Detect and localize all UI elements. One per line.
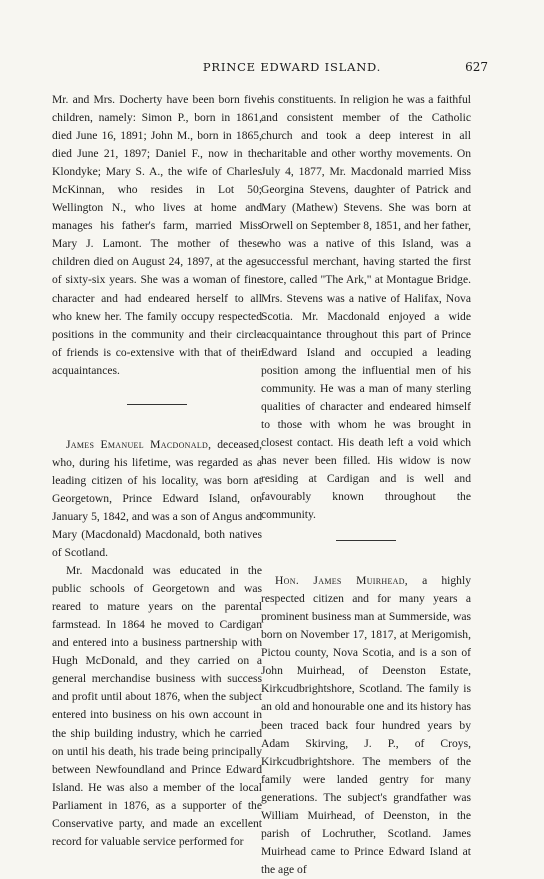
macdonald-career-paragraph: Mr. Macdonald was educated in the public schools of Georgetown and was reared to mature years on the parental farmstead. In 1864 he moved to Cardigan and entered into a business partnership with Hugh McDonald, and they carried on a general merchandise business with success and profit until about 1876, when the subject entered into business on his own account in the ship building industry, which he carried on until his death, his trade being principally between Newfoundland and Prince Edward Island. He was also a member of the local Parliament in 1876, as a supporter of the Conservative party, and made an excellent record for valuable service performed for (52, 564, 262, 848)
bio-name-muirhead: Hon. James Muirhead, (275, 574, 408, 588)
macdonald-intro-text: deceased, who, during his lifetime, was regarded as a leading citizen of his locality, was born at Georgetown, Prince Edward Island, on January 5, 1842, and was a son of Angus and Mary (Macdonald) Macdonald, both natives of Scotland. (52, 437, 262, 560)
docherty-children-paragraph: Mr. and Mrs. Docherty have been born five children, namely: Simon P., born in 1861, died June 16, 1891; John M., born in 1865, died June 21, 1897; Daniel F., now in the Klondyke; Mary S. A., the wife of Charles McKinnan, who resides in Lot 50; Wellington N., who lives at home and manages his father's farm, married Miss Mary J. Lamont. The mother of these children died on August 24, 1897, at the age of sixty-six years. She was a woman of fine character and had endeared herself to all who knew her. The family occupy respected positions in the community and their circle of friends is co-extensive with that of their acquaintances. (52, 93, 262, 377)
muirhead-intro-text: a highly respected citizen and for many years a prominent business man at Summerside, was born on November 17, 1817, at Merigomish, Pictou county, Nova Scotia, and is a son of John Muirhead, of Deenston Estate, Kirkcudbrightshore, Scotland. The family is an old and honourable one and its history has been traced back four hundred years by Adam Skirving, J. P., of Croys, Kirkcudbrightshore. The members of the family were landed gentry for many generations. The subject's grandfather was William Muirhead, of Deenston, in the parish of Lochruther, Scotland. James Muirhead came to Prince Edward Island at the age of (261, 574, 471, 876)
bio-name-macdonald: James Emanuel Macdonald, (66, 437, 212, 451)
left-column (52, 91, 262, 851)
right-column (261, 91, 471, 879)
macdonald-continuation-paragraph: his constituents. In religion he was a faithful and consistent member of the Catholic church and took a deep interest in all charitable and other worthy movements. On July 4, 1877, Mr. Macdonald married Miss Georgina Stevens, daughter of Patrick and Mary (Mathew) Stevens. She was born at Orwell on September 8, 1851, and her father, who was a native of this Island, was a successful merchant, having started the first store, called "The Ark," at Montague Bridge. Mrs. Stevens was a native of Halifax, Nova Scotia. Mr. Macdonald enjoyed a wide acquaintance throughout this part of Prince Edward Island and occupied a leading position among the influential men of his community. He was a man of many sterling qualities of character and endeared himself to those with whom he was brought in closest contact. His death left a void which has never been filled. His widow is now residing at Cardigan and is well and favourably known throughout the community. (261, 93, 471, 522)
muirhead-intro-paragraph (261, 572, 471, 879)
page-header (96, 60, 488, 76)
macdonald-intro-paragraph (52, 436, 262, 562)
page-number: 627 (465, 60, 488, 74)
running-title: PRINCE EDWARD ISLAND. (202, 60, 382, 74)
